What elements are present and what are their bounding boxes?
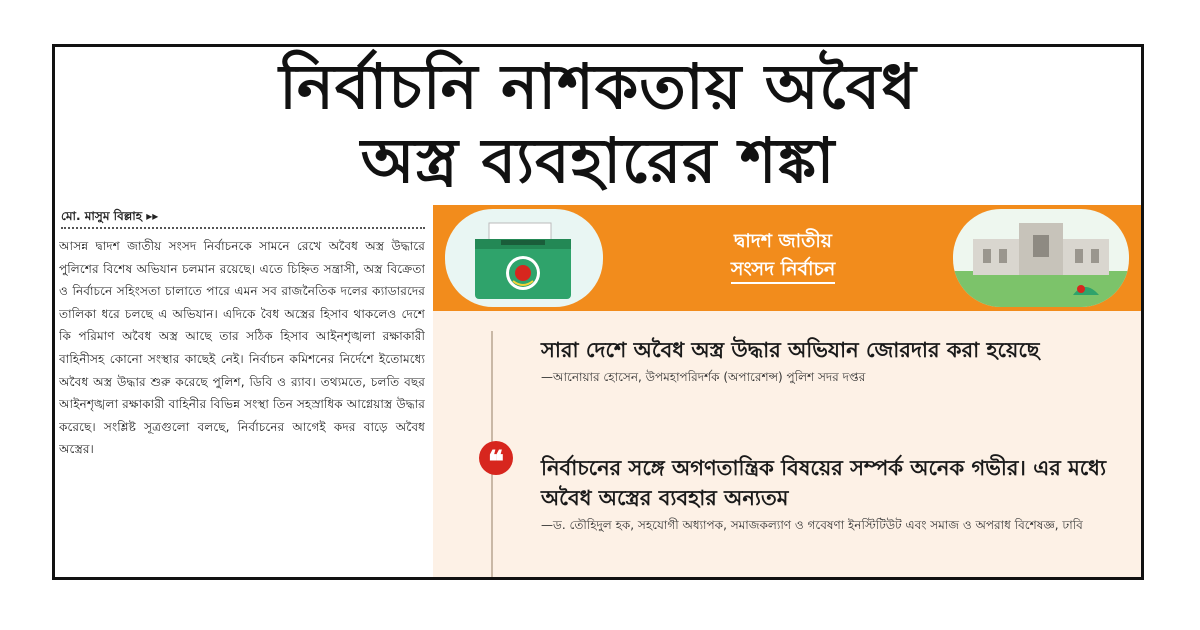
article-body: আসন্ন দ্বাদশ জাতীয় সংসদ নির্বাচনকে সামনে রেখে অবৈধ অস্ত্র উদ্ধারে পুলিশের বিশেষ অভিযান চলমান রয়েছে। এতে চিহ্নিত সন্ত্রাসী, অস্ত্র বিক্রেতা ও নির্বাচনে সহিংসতা চালাতে পারে এমন সব রাজনৈতিক দলের ক্যাডারদের তালিকা ধরে চলছে এ অভিযান। এদিকে বৈধ অস্ত্রের হিসাব থাকলেও দেশে কি পরিমাণ অবৈধ অস্ত্র আছে তার সঠিক হিসাব আইনশৃঙ্খলা রক্ষাকারী বাহিনীসহ কোনো সংস্থার কাছেই নেই। নির্বাচন কমিশনের নির্দেশে ইতোমধ্যে অবৈধ অস্ত্র উদ্ধার শুরু করেছে পুলিশ, ডিবি ও র‍্যাব। তথ্যমতে, চলতি বছর আইনশৃঙ্খলা রক্ষাকারী বাহিনীর বিভিন্ন সংস্থা তিন সহস্রাধিক আগ্নেয়াস্ত্র উদ্ধার করেছে। সংশ্লিষ্ট সূত্রগুলো বলছে, নির্বাচনের আগেই কদর বাড়ে অবৈধ অস্ত্রের।	[59, 239, 425, 457]
banner-title-line-1: দ্বাদশ জাতীয়	[733, 230, 833, 252]
byline: মো. মাসুম বিল্লাহ ▸▸	[61, 209, 159, 223]
headline	[55, 49, 1141, 197]
quote-2-text: নির্বাচনের সঙ্গে অগণতান্ত্রিক বিষয়ের সম্পর্ক অনেক গভীর। এর মধ্যে অবৈধ অস্ত্রের ব্যবহার অন্যতম	[541, 456, 1107, 510]
election-banner	[433, 205, 1141, 311]
banner-title-line-2: সংসদ নির্বাচন	[731, 258, 835, 284]
banner-title	[653, 227, 913, 283]
quote-panel	[433, 205, 1141, 580]
quote-2	[541, 453, 1131, 533]
byline-divider	[61, 227, 425, 229]
headline-line-2: অস্ত্র ব্যবহারের শঙ্কা	[360, 124, 836, 197]
quote-1-text: সারা দেশে অবৈধ অস্ত্র উদ্ধার অভিযান জোরদার করা হয়েছে	[541, 338, 1040, 362]
quote-1-source: —আনোয়ার হোসেন, উপমহাপরিদর্শক (অপারেশন্স) পুলিশ সদর দপ্তর	[541, 370, 866, 384]
quote-mark-icon: ❝	[479, 441, 513, 475]
parliament-building-icon	[953, 209, 1129, 307]
ballot-box-icon	[445, 209, 603, 307]
headline-line-1: নির্বাচনি নাশকতায় অবৈধ	[279, 50, 917, 123]
quote-2-source: —ড. তৌহিদুল হক, সহযোগী অধ্যাপক, সমাজকল্যাণ ও গবেষণা ইনস্টিটিউট এবং সমাজ ও অপরাধ বিশেষজ্ঞ, ঢাবি	[541, 518, 1083, 532]
quote-1	[541, 335, 1131, 385]
article-clipping	[52, 44, 1144, 580]
